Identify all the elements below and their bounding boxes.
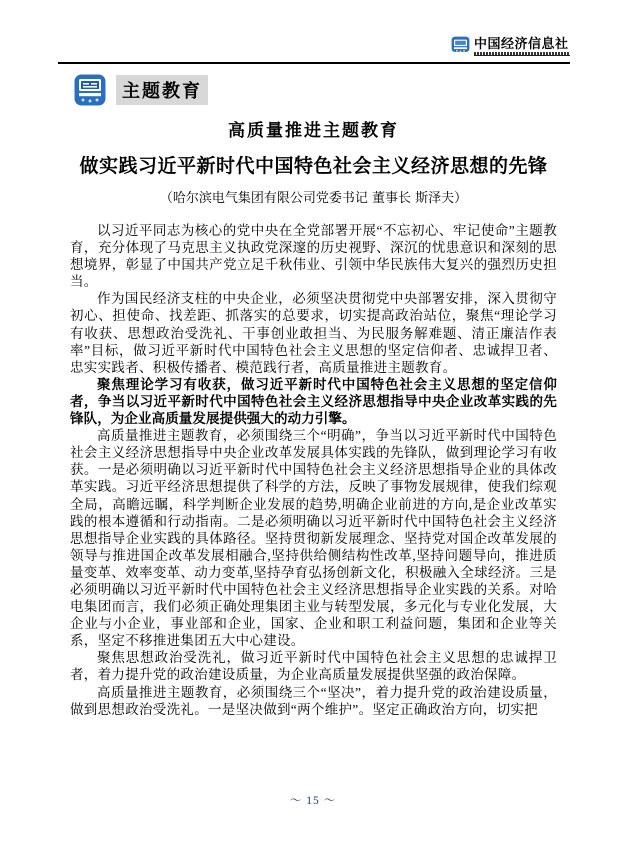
article-content xyxy=(70,112,557,718)
article-byline: （哈尔滨电气集团有限公司党委书记 董事长 斯泽夫） xyxy=(159,191,468,206)
monitor-logo-icon xyxy=(451,36,470,55)
section-badge xyxy=(74,74,208,106)
page-number: ～ 15 ～ xyxy=(289,795,337,807)
body-paragraph: 聚焦理论学习有收获，做习近平新时代中国特色社会主义思想的坚定信仰者，争当以习近平新时代中国特色社会主义经济思想指导中央企业改革实践的先锋队，为企业高质量发展提供强大的动力引擎。 xyxy=(70,376,557,427)
body-paragraph: 高质量推进主题教育，必须围绕三个“坚决”，着力提升党的政治建设质量，做到思想政治受洗礼。一是坚决做到“两个维护”。坚定正确政治方向，切实把 xyxy=(70,684,557,717)
page-header xyxy=(58,36,570,66)
body-paragraph: 聚焦思想政治受洗礼，做习近平新时代中国特色社会主义思想的忠诚捍卫者，着力提升党的政治建设质量，为企业高质量发展提供坚强的政治保障。 xyxy=(70,650,557,683)
logo-text-block xyxy=(474,36,570,56)
section-badge-label: 主题教育 xyxy=(116,75,208,105)
logo-text: 中国经济信息社 xyxy=(474,36,569,51)
logo-english-subtext xyxy=(474,52,570,56)
body-paragraph: 高质量推进主题教育，必须围绕三个“明确”，争当以习近平新时代中国特色社会主义经济思想指导中央企业改革发展具体实践的先锋队，做到理论学习有收获。一是必须明确以习近平新时代中国特色社会主义经济思想指导企业的具体改革实践。习近平经济思想提供了科学的方法，反映了事物发展规律，使我们综观全局，高瞻远瞩，科学判断企业发展的趋势,明确企业前进的方向,是企业改革实践的根本遵循和行动指南。二是必须明确以习近平新时代中国特色社会主义经济思想指导企业实践的具体路径。坚持贯彻新发展理念、坚持党对国企改革发展的领导与推进国企改革发展相融合,坚持供给侧结构性改革,坚持问题导向，推进质量变革、效率变革、动力变革,坚持孕育弘扬创新文化，积极融入全球经济。三是必须明确以习近平新时代中国特色社会主义经济思想指导企业实践的关系。对哈电集团而言，我们必须正确处理集团主业与转型发展，多元化与专业化发展，大企业与小企业，事业部和企业，国家、企业和职工利益问题，集团和企业等关系，坚定不移推进集团五大中心建设。 xyxy=(70,428,557,649)
article-overline-title: 高质量推进主题教育 xyxy=(228,121,399,140)
page-footer xyxy=(0,791,626,809)
header-rule xyxy=(58,62,570,64)
body-paragraphs xyxy=(70,222,557,718)
news-agency-logo xyxy=(447,36,570,56)
body-paragraph: 作为国民经济支柱的中央企业，必须坚决贯彻党中央部署安排，深入贯彻守初心、担使命、找差距、抓落实的总要求，切实提高政治站位，聚焦“理论学习有收获、思想政治受洗礼、干事创业敢担当、为民服务解难题、清正廉洁作表率”目标，做习近平新时代中国特色社会主义思想的坚定信仰者、忠诚捍卫者、忠实实践者、积极传播者、模范践行者，高质量推进主题教育。 xyxy=(70,291,557,375)
body-paragraph: 以习近平同志为核心的党中央在全党部署开展“不忘初心、牢记使命”主题教育，充分体现了马克思主义执政党深邃的历史视野、深沉的忧患意识和深刻的思想境界，彰显了中国共产党立足千秋伟业、引领中华民族伟大复兴的强烈历史担当。 xyxy=(70,223,557,290)
article-main-title: 做实践习近平新时代中国特色社会主义经济思想的先锋 xyxy=(79,156,548,177)
section-badge-icon xyxy=(74,74,106,106)
